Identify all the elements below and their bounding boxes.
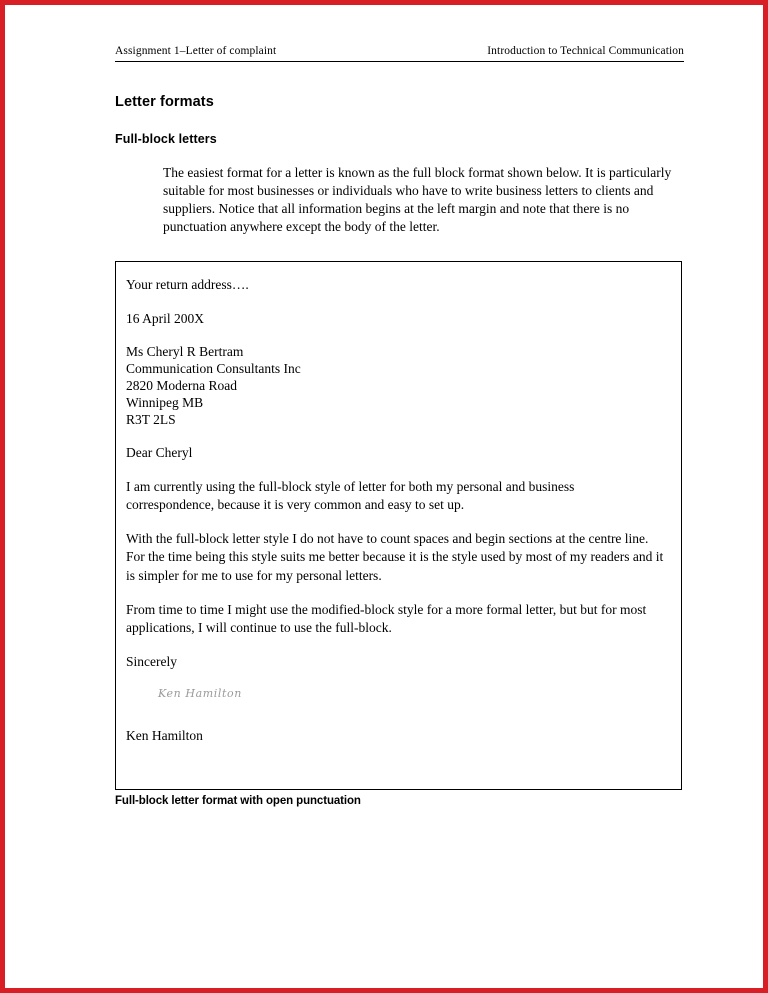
letter-recipient-address <box>126 343 665 428</box>
letter-paragraph-1: I am currently using the full-block style of letter for both my personal and business correspondence, because it is very common and easy to set up. <box>126 479 575 513</box>
recipient-city: Winnipeg MB <box>126 395 204 411</box>
recipient-name: Ms Cheryl R Bertram <box>126 344 244 360</box>
recipient-street: 2820 Moderna Road <box>126 378 237 394</box>
letter-return-address: Your return address…. <box>126 276 249 292</box>
header-assignment-label: Assignment 1–Letter of complaint <box>115 45 277 57</box>
letter-date: 16 April 200X <box>126 310 205 326</box>
section-heading-full-block: Full-block letters <box>115 132 217 146</box>
letter-closing: Sincerely <box>126 653 177 669</box>
figure-caption: Full-block letter format with open punctuation <box>115 794 361 807</box>
recipient-postal-code: R3T 2LS <box>126 412 176 428</box>
handwritten-signature: Ken Hamilton <box>158 686 242 700</box>
document-body <box>115 45 685 807</box>
letter-paragraph-2: With the full-block letter style I do not have to count spaces and begin sections at the centre line. For the time being this style suits me better because it is the style used by most of my readers and it is simpler for me to use for my personal letters. <box>126 531 664 583</box>
page-title: Letter formats <box>115 94 214 110</box>
letter-salutation: Dear Cheryl <box>126 445 193 461</box>
letter-paragraph-3: From time to time I might use the modified-block style for a more formal letter, but but for most applications, I will continue to use the full-block. <box>126 601 647 635</box>
header-course-label: Introduction to Technical Communication <box>487 45 684 57</box>
recipient-company: Communication Consultants Inc <box>126 361 301 377</box>
page-content-area <box>5 5 763 988</box>
intro-paragraph: The easiest format for a letter is known as the full block format shown below. It is particularly suitable for most businesses or individuals who have to write business letters to clients and suppliers. Notice that all information begins at the left margin and note that there is no punctuation anywhere except the body of the letter. <box>163 165 672 234</box>
letter-sample-box <box>115 261 682 790</box>
running-header <box>115 45 684 62</box>
letter-sender-name: Ken Hamilton <box>126 728 203 744</box>
